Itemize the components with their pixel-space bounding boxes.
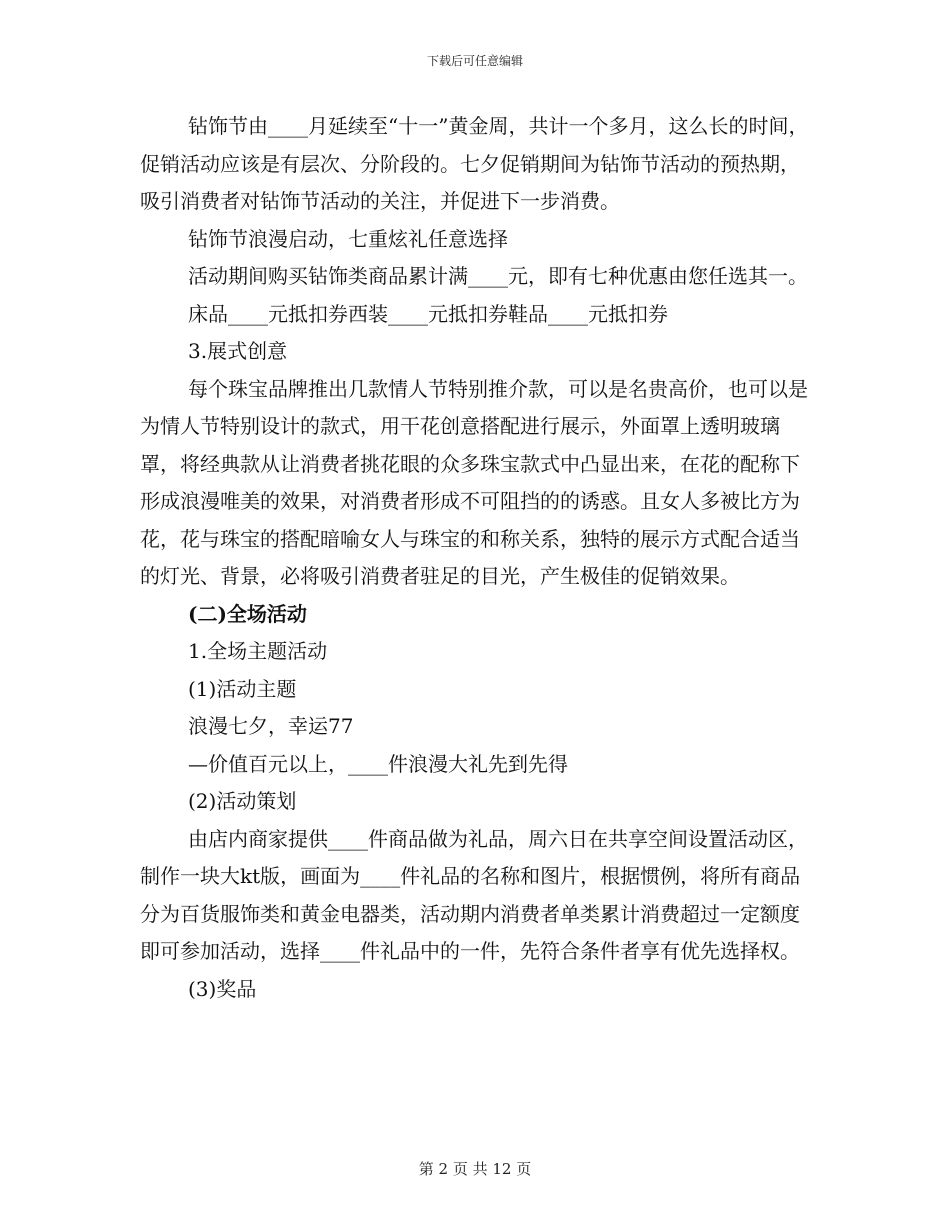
paragraph-gift-offer: —价值百元以上，____件浪漫大礼先到先得 xyxy=(188,751,568,776)
paragraph-plan-description: 由店内商家提供____件商品做为礼品，周六日在共享空间设置活动区，制作一块大kt版，画面为____件礼品的名称和图片，根据惯例，将所有商品分为百货服饰类和黄金电器类，活动期内消费者单类累计消费超过一定额度即可参加活动，选择____件礼品中的一件，先符合条件者享有优先选择权。 xyxy=(140,826,808,963)
paragraph-vouchers: 床品____元抵扣券西装____元抵扣券鞋品____元抵扣券 xyxy=(188,301,668,326)
paragraph-theme-slogan: 浪漫七夕，幸运77 xyxy=(188,714,354,738)
heading-activity-theme: (1)活动主题 xyxy=(188,676,297,701)
heading-store-wide-activity: (二)全场活动 xyxy=(188,601,307,626)
heading-theme-activity: 1.全场主题活动 xyxy=(188,639,328,663)
paragraph-purchase-offer: 活动期间购买钻饰类商品累计满____元，即有七种优惠由您任选其一。 xyxy=(188,264,808,288)
paragraph-romantic-launch: 钻饰节浪漫启动，七重炫礼任意选择 xyxy=(188,226,508,251)
heading-prizes: (3)奖品 xyxy=(188,976,257,1001)
paragraph-diamond-festival-intro: 钻饰节由____月延续至“十一”黄金周，共计一个多月，这么长的时间，促销活动应该是有层次、分阶段的。七夕促销期间为钻饰节活动的预热期，吸引消费者对钻饰节活动的关注，并促进下一步消费。 xyxy=(140,114,809,213)
page-header: 下载后可任意编辑 xyxy=(426,54,523,68)
page-footer: 第 2 页 共 12 页 xyxy=(418,1160,532,1178)
heading-display-creative: 3.展式创意 xyxy=(188,339,288,363)
paragraph-display-description: 每个珠宝品牌推出几款情人节特别推介款，可以是名贵高价，也可以是为情人节特别设计的款式，用干花创意搭配进行展示，外面罩上透明玻璃罩，将经典款从让消费者挑花眼的众多珠宝款式中凸显出来，在花的配称下形成浪漫唯美的效果，对消费者形成不可阻挡的的诱惑。且女人多被比方为花，花与珠宝的搭配暗喻女人与珠宝的和称关系，独特的展示方式配合适当的灯光、背景，必将吸引消费者驻足的目光，产生极佳的促销效果。 xyxy=(140,376,808,588)
document-body xyxy=(140,108,810,1008)
heading-activity-plan: (2)活动策划 xyxy=(188,789,297,813)
